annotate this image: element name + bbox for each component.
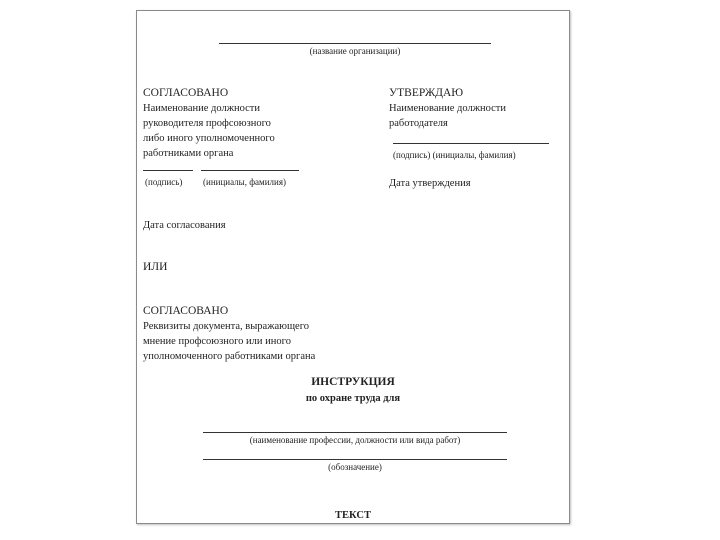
alt-approval-line: мнение профсоюзного или иного	[143, 336, 291, 347]
organization-caption: (название организации)	[309, 46, 401, 56]
left-name-line	[201, 170, 299, 171]
right-approval-line: Наименование должности	[389, 103, 506, 114]
right-signature-line	[393, 143, 549, 144]
alt-approval-line: Реквизиты документа, выражающего	[143, 321, 310, 332]
left-approval-line: руководителя профсоюзного	[143, 118, 271, 129]
left-signature-caption: (подпись)	[145, 177, 183, 187]
document-page	[136, 10, 570, 524]
alt-approval-line: уполномоченного работниками органа	[143, 351, 316, 362]
instruction-title: ИНСТРУКЦИЯ	[311, 376, 395, 388]
left-signature-line	[143, 170, 193, 171]
alt-approval-title: СОГЛАСОВАНО	[143, 305, 229, 317]
left-approval-line: Наименование должности	[143, 103, 260, 114]
right-approval-title: УТВЕРЖДАЮ	[389, 87, 464, 99]
left-approval-title: СОГЛАСОВАНО	[143, 87, 229, 99]
agreement-date-label: Дата согласования	[143, 220, 226, 231]
profession-caption: (наименование профессии, должности или вида работ)	[249, 435, 461, 445]
left-name-caption: (инициалы, фамилия)	[203, 177, 286, 187]
organization-name-line	[219, 43, 491, 44]
right-signature-caption: (подпись) (инициалы, фамилия)	[393, 150, 516, 160]
left-approval-line: работниками органа	[143, 148, 234, 159]
instruction-subtitle: по охране труда для	[305, 393, 401, 404]
designation-caption: (обозначение)	[328, 462, 382, 472]
approval-date-label: Дата утверждения	[389, 178, 471, 189]
right-approval-line: работодателя	[389, 118, 448, 129]
body-text-label: ТЕКСТ	[335, 510, 371, 521]
designation-line	[203, 459, 507, 460]
or-label: ИЛИ	[143, 261, 168, 273]
profession-line	[203, 432, 507, 433]
left-approval-line: либо иного уполномоченного	[143, 133, 275, 144]
